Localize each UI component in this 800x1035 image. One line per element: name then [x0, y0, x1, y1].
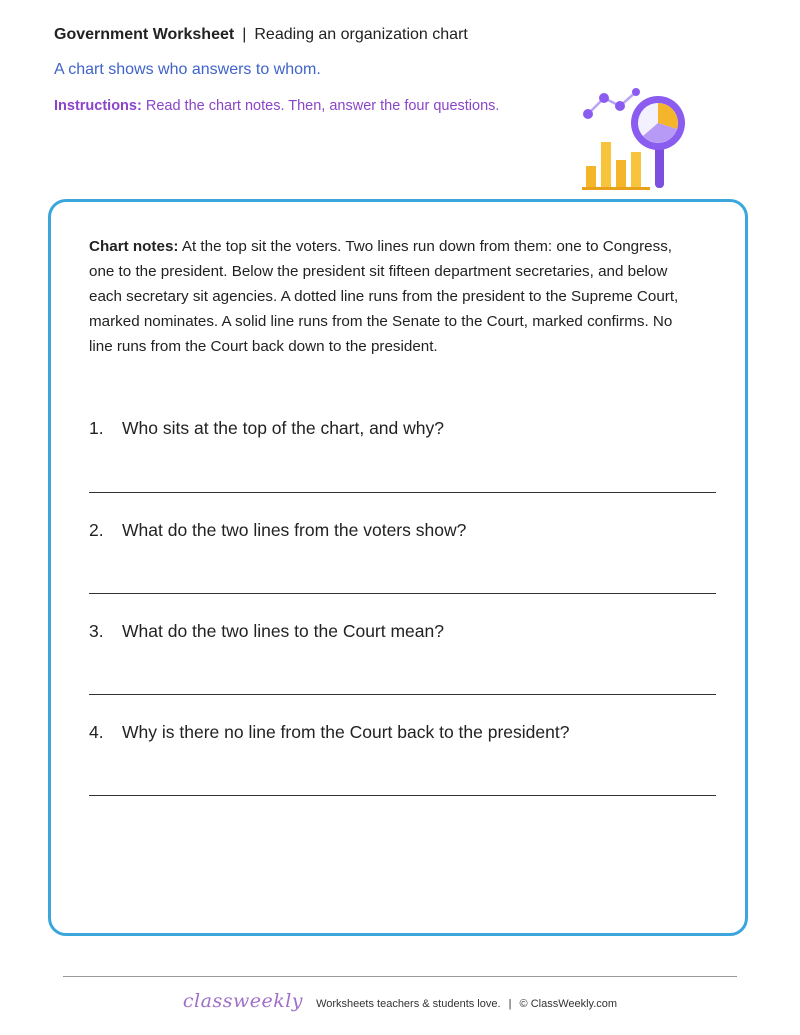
answer-line-4[interactable] — [89, 795, 716, 796]
worksheet-subject: Government Worksheet — [54, 26, 235, 43]
footer-separator: | — [508, 998, 512, 1010]
instructions-text: Read the chart notes. Then, answer the four questions. — [145, 98, 500, 114]
instructions-label: Instructions: — [54, 98, 142, 114]
instructions — [54, 98, 499, 114]
brand-logo: classweekly — [182, 990, 304, 1012]
question-text: What do the two lines from the voters show? — [122, 520, 467, 540]
question-text: What do the two lines to the Court mean? — [122, 621, 444, 641]
question-4 — [89, 722, 729, 743]
question-text: Why is there no line from the Court back to the president? — [122, 722, 570, 742]
answer-line-3[interactable] — [89, 694, 716, 695]
question-number: 2. — [89, 520, 104, 540]
question-1 — [89, 418, 729, 439]
answer-line-1[interactable] — [89, 492, 716, 493]
answer-line-2[interactable] — [89, 593, 716, 594]
magnifier-chart-icon — [578, 88, 690, 194]
footer-divider — [63, 976, 737, 977]
footer-copyright: © ClassWeekly.com — [519, 998, 618, 1010]
question-3 — [89, 621, 729, 642]
worksheet-topic: Reading an organization chart — [254, 26, 468, 43]
question-number: 3. — [89, 621, 104, 641]
question-2 — [89, 520, 729, 541]
question-text: Who sits at the top of the chart, and why? — [122, 418, 444, 438]
worksheet-subtitle: A chart shows who answers to whom. — [54, 61, 321, 78]
chart-notes-label: Chart notes: — [89, 238, 179, 255]
worksheet-header — [54, 26, 468, 44]
question-number: 1. — [89, 418, 104, 438]
footer — [0, 990, 800, 1012]
header-separator: | — [242, 26, 247, 43]
worksheet-card — [48, 199, 748, 936]
chart-notes-text: At the top sit the voters. Two lines run down from them: one to Congress, one to the president. Below the president sit fifteen department secretaries, and below each secretary sit agencies. A dotted line runs from the president to the Supreme Court, marked nominates. A solid line runs from the Senate to the Court, marked confirms. No line runs from the Court back down to the president. — [89, 238, 679, 355]
chart-notes — [89, 234, 689, 359]
footer-tagline: Worksheets teachers & students love. — [316, 998, 501, 1010]
question-number: 4. — [89, 722, 104, 742]
